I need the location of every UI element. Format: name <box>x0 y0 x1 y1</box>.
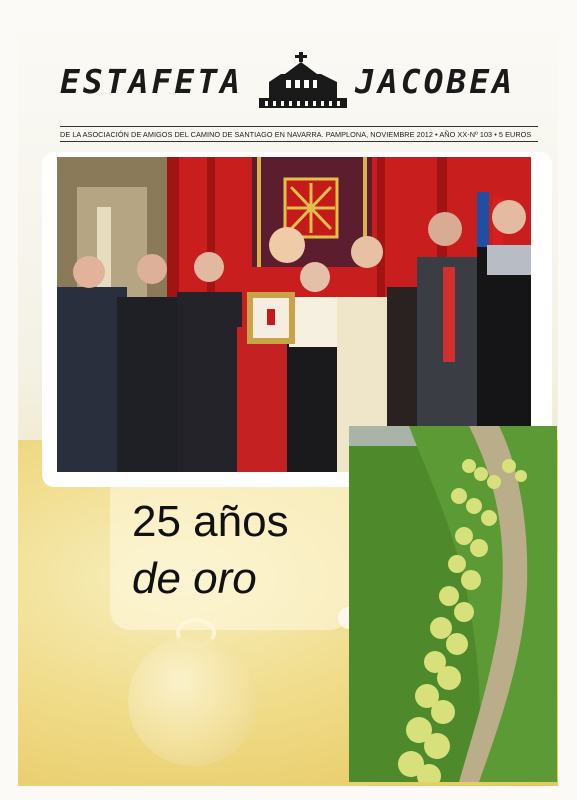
medal-graphic <box>128 636 258 766</box>
masthead-title-left: ESTAFETA <box>60 62 243 101</box>
divider <box>60 126 538 127</box>
pilgrims-procession-photo <box>349 426 557 782</box>
masthead-subtitle: DE LA ASOCIACIÓN DE AMIGOS DEL CAMINO DE SANTIAGO EN NAVARRA. PAMPLONA, NOVIEMBRE 2012 • AÑO XX-Nº 103 • 5 EUROS <box>60 130 532 139</box>
masthead-title-right: JACOBEA <box>355 62 516 101</box>
church-icon <box>255 50 351 112</box>
divider <box>60 141 538 142</box>
cover-headline-line2: de oro <box>132 554 257 603</box>
group-photo <box>57 157 531 472</box>
medal-ribbon <box>110 470 350 630</box>
cover-headline-line1: 25 años <box>132 497 289 546</box>
